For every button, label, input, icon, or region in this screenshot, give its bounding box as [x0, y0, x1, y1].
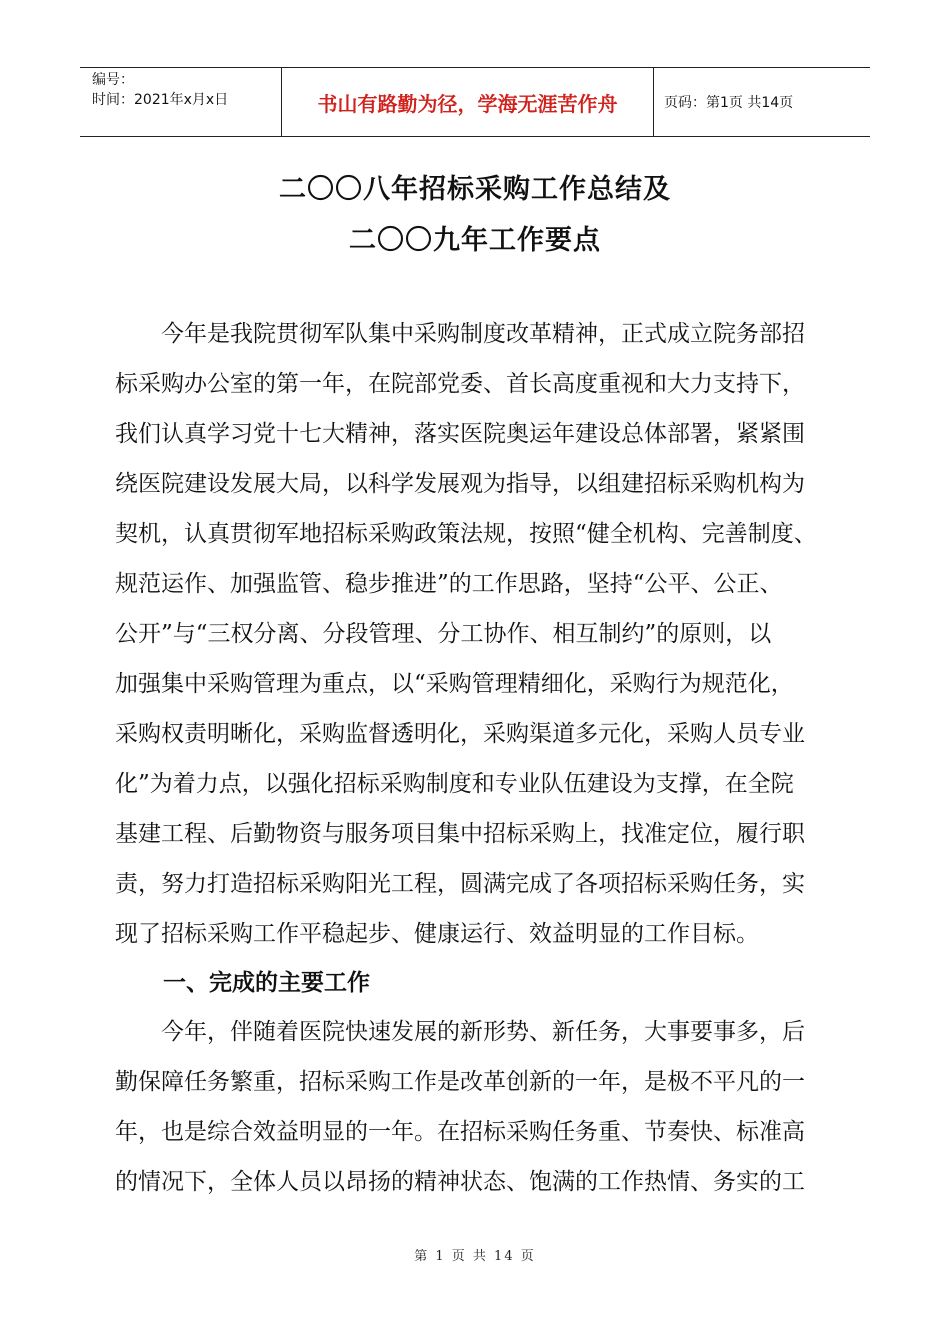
paragraph-intro — [115, 309, 845, 959]
text-line: 责，努力打造招标采购阳光工程，圆满完成了各项招标采购任务，实 — [115, 871, 805, 897]
text-line: 今年是我院贯彻军队集中采购制度改革精神，正式成立院务部招 — [115, 321, 805, 347]
paragraph-main-work — [115, 1007, 845, 1207]
document-title-line2: 二〇〇九年工作要点 — [349, 225, 601, 256]
document-number-label: 编号： — [92, 72, 134, 88]
text-line: 基建工程、后勤物资与服务项目集中招标采购上，找准定位，履行职 — [115, 821, 805, 847]
text-line: 采购权责明晰化，采购监督透明化，采购渠道多元化，采购人员专业 — [115, 721, 805, 747]
text-line: 加强集中采购管理为重点，以“采购管理精细化，采购行为规范化， — [115, 671, 794, 697]
text-line: 勤保障任务繁重，招标采购工作是改革创新的一年，是极不平凡的一 — [115, 1069, 805, 1095]
text-line: 契机，认真贯彻军地招标采购政策法规，按照“健全机构、完善制度、 — [115, 521, 817, 547]
text-line: 化”为着力点，以强化招标采购制度和专业队伍建设为支撑，在全院 — [115, 771, 794, 797]
page-footer-number: 第 1 页 共 14 页 — [414, 1249, 536, 1264]
text-line: 年，也是综合效益明显的一年。在招标采购任务重、节奏快、标准高 — [115, 1119, 805, 1145]
text-line: 现了招标采购工作平稳起步、健康运行、效益明显的工作目标。 — [115, 921, 759, 947]
page-header — [80, 67, 870, 137]
text-line: 公开”与“三权分离、分段管理、分工协作、相互制约”的原则，以 — [115, 621, 772, 647]
text-line: 的情况下，全体人员以昂扬的精神状态、饱满的工作热情、务实的工 — [115, 1169, 805, 1195]
header-meta — [80, 68, 282, 136]
header-motto: 书山有路勤为径，学海无涯苦作舟 — [282, 68, 654, 136]
section-heading: 一、完成的主要工作 — [163, 970, 370, 996]
text-line: 绕医院建设发展大局，以科学发展观为指导，以组建招标采购机构为 — [115, 471, 805, 497]
text-line: 今年，伴随着医院快速发展的新形势、新任务，大事要事多，后 — [115, 1019, 805, 1045]
text-line: 规范运作、加强监管、稳步推进”的工作思路，坚持“公平、公正、 — [115, 571, 783, 597]
document-title-line1: 二〇〇八年招标采购工作总结及 — [279, 174, 671, 205]
document-time-label: 时间：2021年x月x日 — [92, 92, 229, 108]
header-page-info: 页码：第1页 共14页 — [664, 95, 794, 111]
text-line: 我们认真学习党十七大精神，落实医院奥运年建设总体部署，紧紧围 — [115, 421, 805, 447]
text-line: 标采购办公室的第一年，在院部党委、首长高度重视和大力支持下， — [115, 371, 805, 397]
